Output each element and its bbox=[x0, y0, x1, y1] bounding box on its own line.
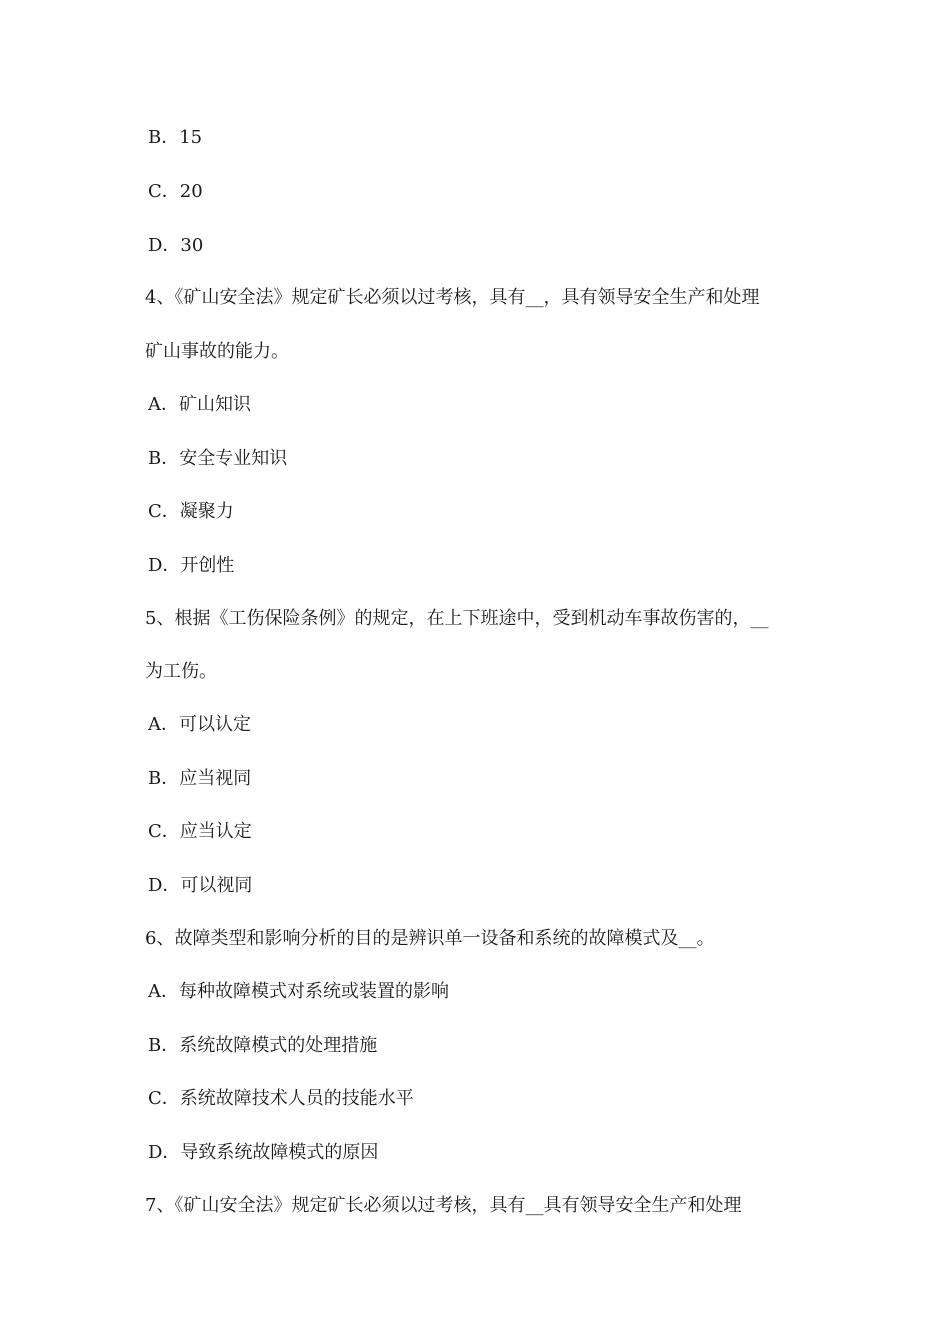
q5-option-a: A．可以认定 bbox=[148, 714, 251, 735]
q6-option-a: A．每种故障模式对系统或装置的影响 bbox=[148, 981, 449, 1002]
q7-stem-line-1: 7、《矿山安全法》规定矿长必须以过考核，具有__具有领导安全生产和处理 bbox=[145, 1195, 742, 1216]
q5-stem-line-2: 为工伤。 bbox=[145, 661, 217, 682]
q5-option-d: D．可以视同 bbox=[148, 875, 253, 896]
q4-option-a: A．矿山知识 bbox=[148, 394, 251, 415]
q4-option-b: B．安全专业知识 bbox=[148, 448, 288, 469]
q5-option-b: B．应当视同 bbox=[148, 768, 252, 789]
q6-option-d: D．导致系统故障模式的原因 bbox=[148, 1142, 379, 1163]
q3-option-b: B．15 bbox=[148, 127, 203, 148]
q6-stem: 6、故障类型和影响分析的目的是辨识单一设备和系统的故障模式及__。 bbox=[145, 928, 715, 949]
q4-stem-line-1: 4、《矿山安全法》规定矿长必须以过考核，具有__，具有领导安全生产和处理 bbox=[145, 287, 760, 308]
q4-stem-line-2: 矿山事故的能力。 bbox=[145, 341, 289, 362]
q5-stem-line-1: 5、根据《工伤保险条例》的规定，在上下班途中，受到机动车事故伤害的，__ bbox=[145, 608, 769, 629]
q6-option-c: C．系统故障技术人员的技能水平 bbox=[148, 1088, 414, 1109]
q6-option-b: B．系统故障模式的处理措施 bbox=[148, 1035, 378, 1056]
q3-option-d: D．30 bbox=[148, 235, 204, 256]
q4-option-c: C．凝聚力 bbox=[148, 501, 234, 522]
q5-option-c: C．应当认定 bbox=[148, 821, 252, 842]
q3-option-c: C．20 bbox=[148, 181, 203, 202]
q4-option-d: D．开创性 bbox=[148, 555, 235, 576]
